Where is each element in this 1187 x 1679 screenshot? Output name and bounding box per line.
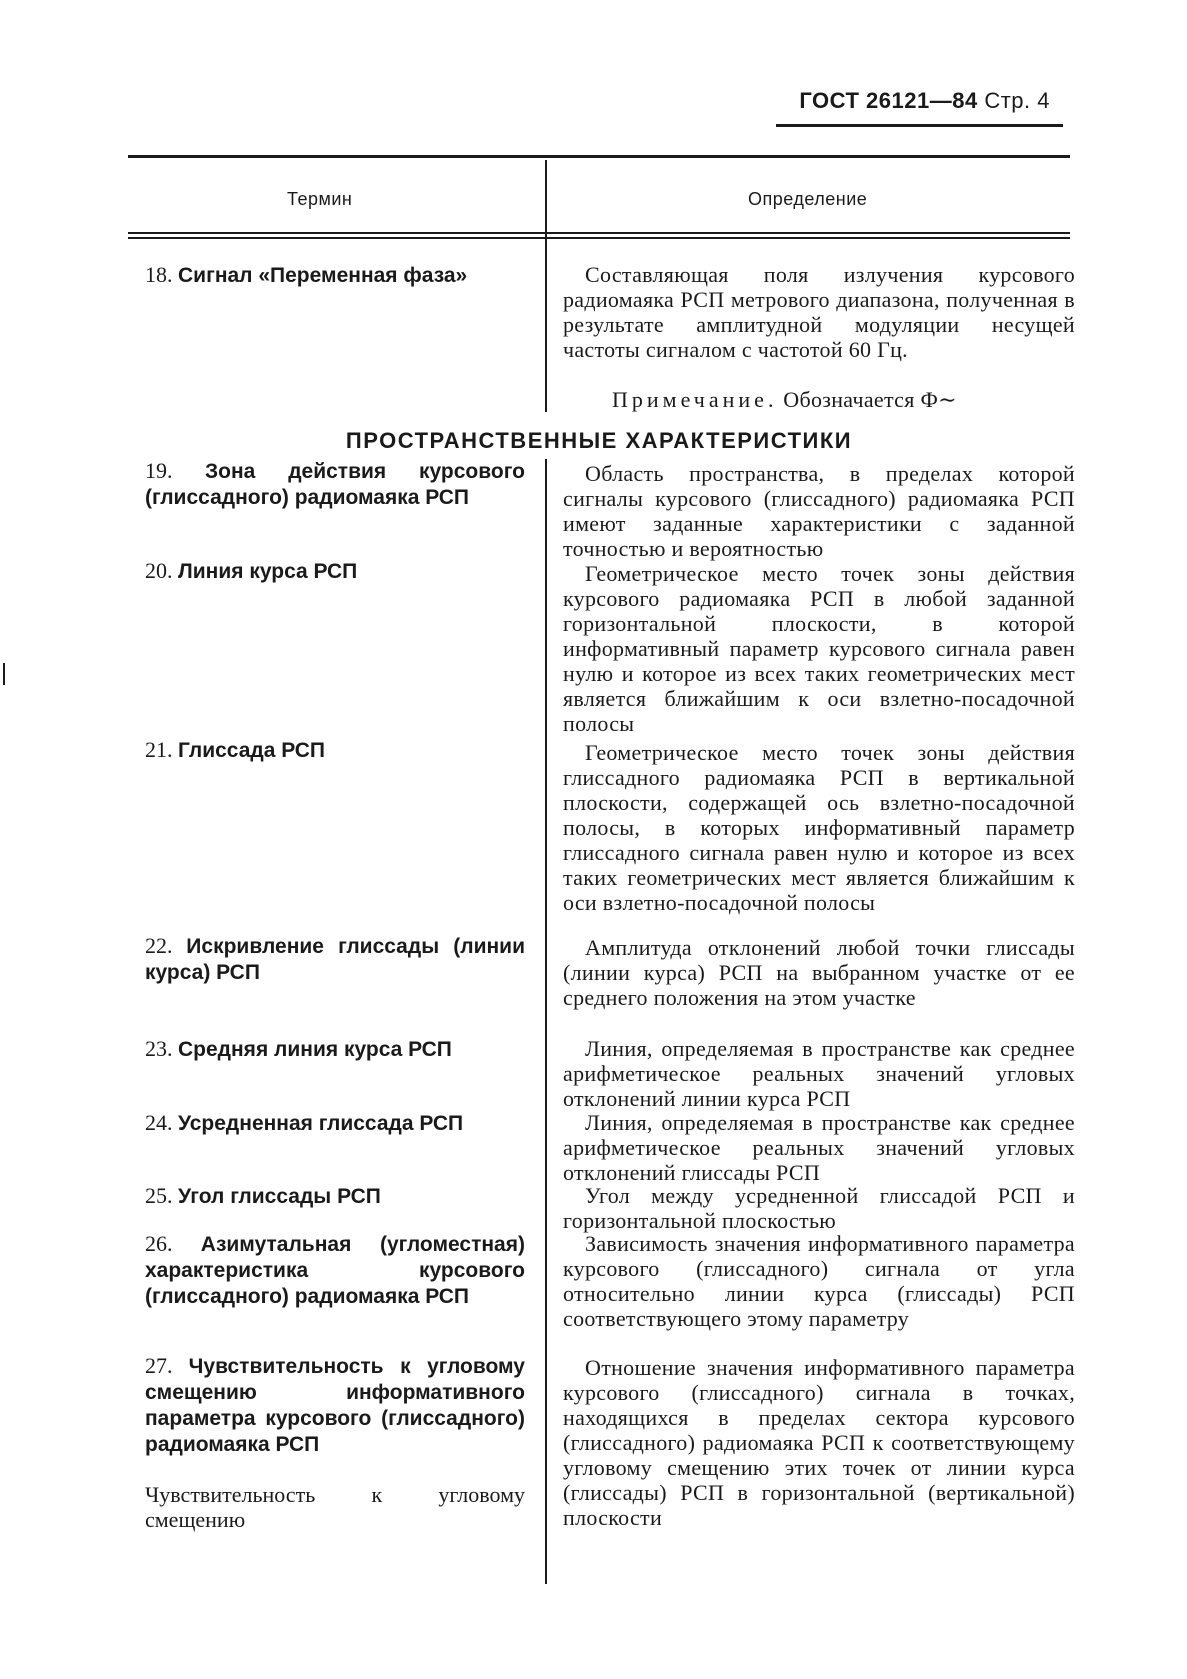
column-divider-top (545, 160, 547, 412)
term-26: 26. Азимутальная (угломестная) характеристика курсового (глиссадного) радиомаяка РСП (145, 1231, 525, 1308)
term-21: 21. Глиссада РСП (145, 737, 325, 762)
column-divider-bottom (545, 459, 547, 1584)
table-top-rule (128, 155, 1070, 158)
definition-27: Отношение значения информативного параметра курсового (глиссадного) сигнала в точках, находящихся в пределах сектора курсового (глиссадного) радиомаяка РСП к соответствующему угловому смещению этих точек от линии курса (глиссады) РСП в горизонтальной (вертикальной) плоскости (563, 1355, 1075, 1530)
header-separator-1 (128, 232, 1070, 234)
term-18: 18. Сигнал «Переменная фаза» (145, 262, 468, 287)
gost-number: ГОСТ 26121—84 (799, 88, 978, 113)
margin-mark (3, 663, 5, 685)
term-column-header: Термин (287, 189, 353, 209)
definition-22: Амплитуда отклонений любой точки глиссады (линии курса) РСП на выбранном участке от ее среднего положения на этом участке (563, 935, 1075, 1010)
definition-20: Геометрическое место точек зоны действия курсового радиомаяка РСП в любой заданной горизонтальной плоскости, в которой информативный параметр курсового сигнала равен нулю и которое из всех таких геометрических мест является ближайшим к оси взлетно-посадочной полосы (563, 561, 1075, 736)
term-19: 19. Зона действия курсового (глиссадного) радиомаяка РСП (145, 458, 526, 509)
term-23: 23. Средняя линия курса РСП (145, 1036, 452, 1061)
definition-column-header: Определение (748, 189, 868, 209)
term-25: 25. Угол глиссады РСП (145, 1183, 381, 1208)
term-24: 24. Усредненная глиссада РСП (145, 1110, 464, 1135)
term-22: 22. Искривление глиссады (линии курса) РСП (145, 933, 525, 984)
definition-23: Линия, определяемая в пространстве как среднее арифметическое реальных значений угловых отклонений линии курса РСП (563, 1036, 1075, 1111)
term-27: 27. Чувствительность к угловому смещению информативного параметра курсового (глиссадного) радиомаяка РСП (145, 1353, 525, 1456)
header-rule (776, 124, 1063, 127)
definition-21: Геометрическое место точек зоны действия глиссадного радиомаяка РСП в вертикальной плоскости, содержащей ось взлетно-посадочной полосы, в которых информативный параметр глиссадного сигнала равен нулю и которое из всех таких геометрических мест является ближайшим к оси взлетно-посадочной полосы (563, 740, 1075, 915)
page-number: Стр. 4 (984, 88, 1050, 113)
definition-24: Линия, определяемая в пространстве как среднее арифметическое реальных значений угловых отклонений глиссады РСП (563, 1110, 1075, 1185)
term-20: 20. Линия курса РСП (145, 558, 358, 583)
header-separator-2 (128, 237, 1070, 239)
term-27-synonym: Чувствительность к угловому смещению (145, 1482, 525, 1532)
section-title: ПРОСТРАНСТВЕННЫЕ ХАРАКТЕРИСТИКИ (345, 428, 853, 453)
definition-26: Зависимость значения информативного параметра курсового (глиссадного) сигнала от угла относительно линии курса (глиссады) РСП соответствующего этому параметру (563, 1231, 1075, 1331)
definition-18: Составляющая поля излучения курсового радиомаяка РСП метрового диапазона, полученная в результате амплитудной модуляции несущей частоты сигналом с частотой 60 Гц. (563, 262, 1075, 362)
definition-19: Область пространства, в пределах которой сигналы курсового (глиссадного) радиомаяка РСП имеют заданные характеристики с заданной точностью и вероятностью (563, 461, 1075, 561)
definition-25: Угол между усредненной глиссадой РСП и горизонтальной плоскостью (563, 1183, 1075, 1233)
note-18: Примечание. Обозначается Ф∼ (612, 387, 957, 412)
page-header (799, 88, 1050, 114)
